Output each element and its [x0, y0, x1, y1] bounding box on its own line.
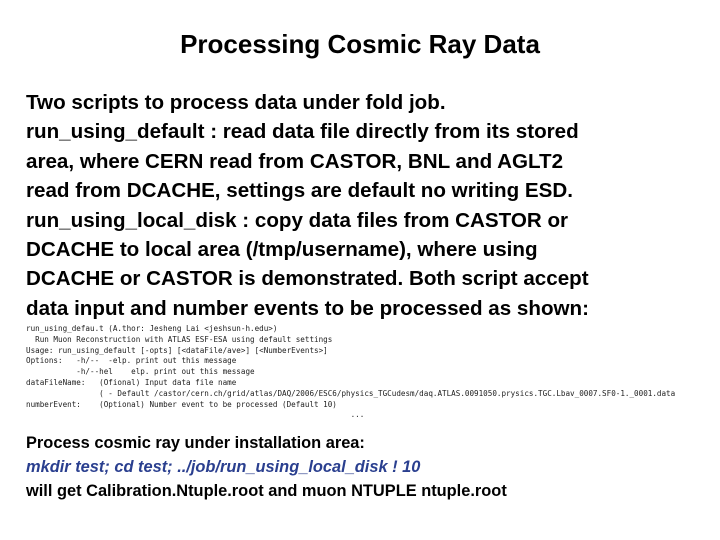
- console-line: ( - Default /castor/cern.ch/grid/atlas/DAQ/2006/ESC6/physics_TGCudesm/daq.ATLAS.0091050.prysics.TGC.Lbav_0007.SF0-1._0001.data: [26, 388, 676, 398]
- console-line: dataFileName: (Ofional) Input data file name: [26, 377, 237, 387]
- console-line: Run Muon Reconstruction with ATLAS ESF-ESA using default settings: [26, 334, 333, 344]
- console-line: Usage: run_using_default [-opts] [<dataFile/ave>] [<NumberEvents>]: [26, 345, 328, 355]
- slide-title: Processing Cosmic Ray Data: [180, 29, 540, 59]
- body-paragraph: [26, 88, 716, 323]
- paragraph-line: DCACHE or CASTOR is demonstrated. Both script accept: [26, 267, 589, 291]
- footer-result: will get Calibration.Ntuple.root and muon NTUPLE ntuple.root: [26, 482, 507, 500]
- console-line: run_using_defau.t (A.thor: Jesheng Lai <jeshsun-h.edu>): [26, 324, 278, 333]
- footer-block: [26, 431, 716, 503]
- footer-command: mkdir test; cd test; ../job/run_using_local_disk ! 10: [26, 458, 421, 476]
- paragraph-line: read from DCACHE, settings are default no writing ESD.: [26, 179, 573, 203]
- console-output: [26, 324, 712, 421]
- console-line: numberEvent: (Optional) Number event to be processed (Default 10): [26, 399, 337, 409]
- paragraph-line: run_using_local_disk : copy data files from CASTOR or: [26, 208, 569, 232]
- footer-heading: Process cosmic ray under installation area:: [26, 434, 365, 452]
- console-line: ...: [26, 410, 365, 420]
- console-line: Options: -h/-- -elp. print out this message: [26, 356, 237, 366]
- paragraph-line: DCACHE to local area (/tmp/username), where using: [26, 238, 538, 262]
- paragraph-line: area, where CERN read from CASTOR, BNL and AGLT2: [26, 149, 564, 173]
- paragraph-line: Two scripts to process data under fold job.: [26, 91, 446, 114]
- console-line: -h/--hel elp. print out this message: [26, 367, 255, 377]
- paragraph-line: data input and number events to be processed as shown:: [26, 296, 589, 320]
- paragraph-line: run_using_default : read data file directly from its stored: [26, 120, 579, 144]
